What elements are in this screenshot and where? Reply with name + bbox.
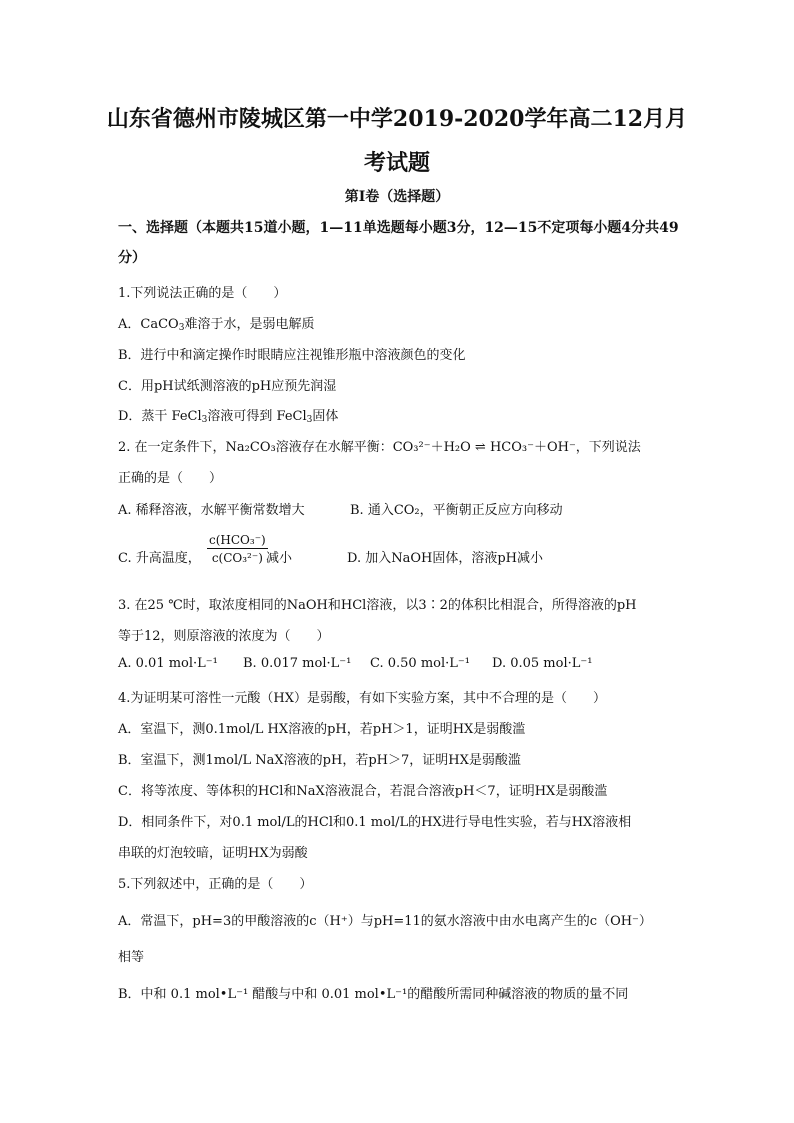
q1-option-a-sub: 3: [178, 323, 185, 333]
q1-option-a-post: 难溶于水，是弱电解质: [184, 317, 315, 332]
q3-stem-line2: 等于12，则原溶液的浓度为（ ）: [118, 629, 330, 644]
q1-option-d-mid: 溶液可得到 FeCl: [207, 409, 307, 424]
exam-title-line2: 考试题: [363, 150, 430, 176]
q3-stem-line1: 3. 在25 ℃时，取浓度相同的NaOH和HCl溶液，以3∶2的体积比相混合，所得溶液的pH: [118, 598, 637, 613]
q3-option-c: C. 0.50 mol·L⁻¹: [370, 656, 470, 671]
section-heading-line2: 分）: [118, 250, 146, 266]
q1-option-d-sub1: 3: [201, 415, 208, 425]
q3-option-b: B. 0.017 mol·L⁻¹: [243, 656, 352, 671]
q1-stem: 1.下列说法正确的是（ ）: [118, 286, 287, 301]
q4-option-b: B．室温下，测1mol/L NaX溶液的pH，若pH＞7，证明HX是弱酸滥: [118, 753, 521, 768]
q5-stem: 5.下列叙述中，正确的是（ ）: [118, 877, 313, 892]
q1-option-c: C．用pH试纸测溶液的pH应预先润湿: [118, 379, 337, 394]
q2-option-c-pre: C. 升高温度，: [118, 551, 201, 566]
q4-option-c: C．将等浓度、等体积的HCl和NaX溶液混合，若混合溶液pH＜7，证明HX是弱酸滥: [118, 784, 608, 799]
volume-subtitle: 第I卷（选择题）: [344, 189, 450, 205]
q1-option-d-post: 固体: [312, 409, 339, 424]
exam-title-line1: 山东省德州市陵城区第一中学2019-2020学年高二12月月: [106, 106, 688, 132]
q5-option-b: B．中和 0.1 mol•L⁻¹ 醋酸与中和 0.01 mol•L⁻¹的醋酸所需同种碱溶液的物质的量不同: [118, 987, 629, 1002]
q2-fraction-denominator: c(CO₃²⁻): [211, 551, 263, 565]
q5-option-a-line1: A．常温下，pH=3的甲酸溶液的c（H⁺）与pH=11的氨水溶液中由水电离产生的c（OH⁻）: [118, 914, 652, 929]
q2-stem-line2: 正确的是（ ）: [118, 471, 223, 486]
q4-option-d-line2: 串联的灯泡较暗，证明HX为弱酸: [118, 846, 308, 861]
q2-option-b: B. 通入CO₂，平衡朝正反应方向移动: [350, 503, 563, 518]
q2-option-d: D. 加入NaOH固体，溶液pH减小: [347, 551, 544, 566]
q1-option-a: [118, 313, 314, 333]
q2-option-c-fraction: [207, 533, 268, 565]
q1-option-a-pre: A．CaCO: [118, 317, 179, 332]
section-heading-line1: 一、选择题（本题共15道小题，1—11单选题每小题3分，12—15不定项每小题4分共49: [118, 220, 679, 236]
q2-option-c-post: 减小: [266, 551, 293, 566]
q1-option-d-sub2: 3: [306, 415, 313, 425]
q2-stem-line1: 2. 在一定条件下，Na₂CO₃溶液存在水解平衡：CO₃²⁻＋H₂O ⇌ HCO₃⁻＋OH⁻，下列说法: [118, 440, 641, 455]
q2-option-a: A. 稀释溶液，水解平衡常数增大: [118, 503, 305, 518]
q1-option-b: B．进行中和滴定操作时眼睛应注视锥形瓶中溶液颜色的变化: [118, 348, 466, 363]
q3-option-a: A. 0.01 mol·L⁻¹: [118, 656, 218, 671]
q4-stem: 4.为证明某可溶性一元酸（HX）是弱酸，有如下实验方案，其中不合理的是（ ）: [118, 691, 606, 706]
q5-option-a-line2: 相等: [118, 950, 145, 965]
q1-option-d-pre: D．蒸干 FeCl: [118, 409, 202, 424]
q1-option-d: [118, 405, 338, 425]
q2-fraction-numerator: c(HCO₃⁻): [209, 533, 266, 547]
q4-option-d-line1: D．相同条件下，对0.1 mol/L的HCl和0.1 mol/L的HX进行导电性实验，若与HX溶液相: [118, 815, 632, 830]
q3-option-d: D. 0.05 mol·L⁻¹: [492, 656, 593, 671]
q4-option-a: A．室温下，测0.1mol/L HX溶液的pH，若pH＞1，证明HX是弱酸滥: [118, 722, 526, 737]
